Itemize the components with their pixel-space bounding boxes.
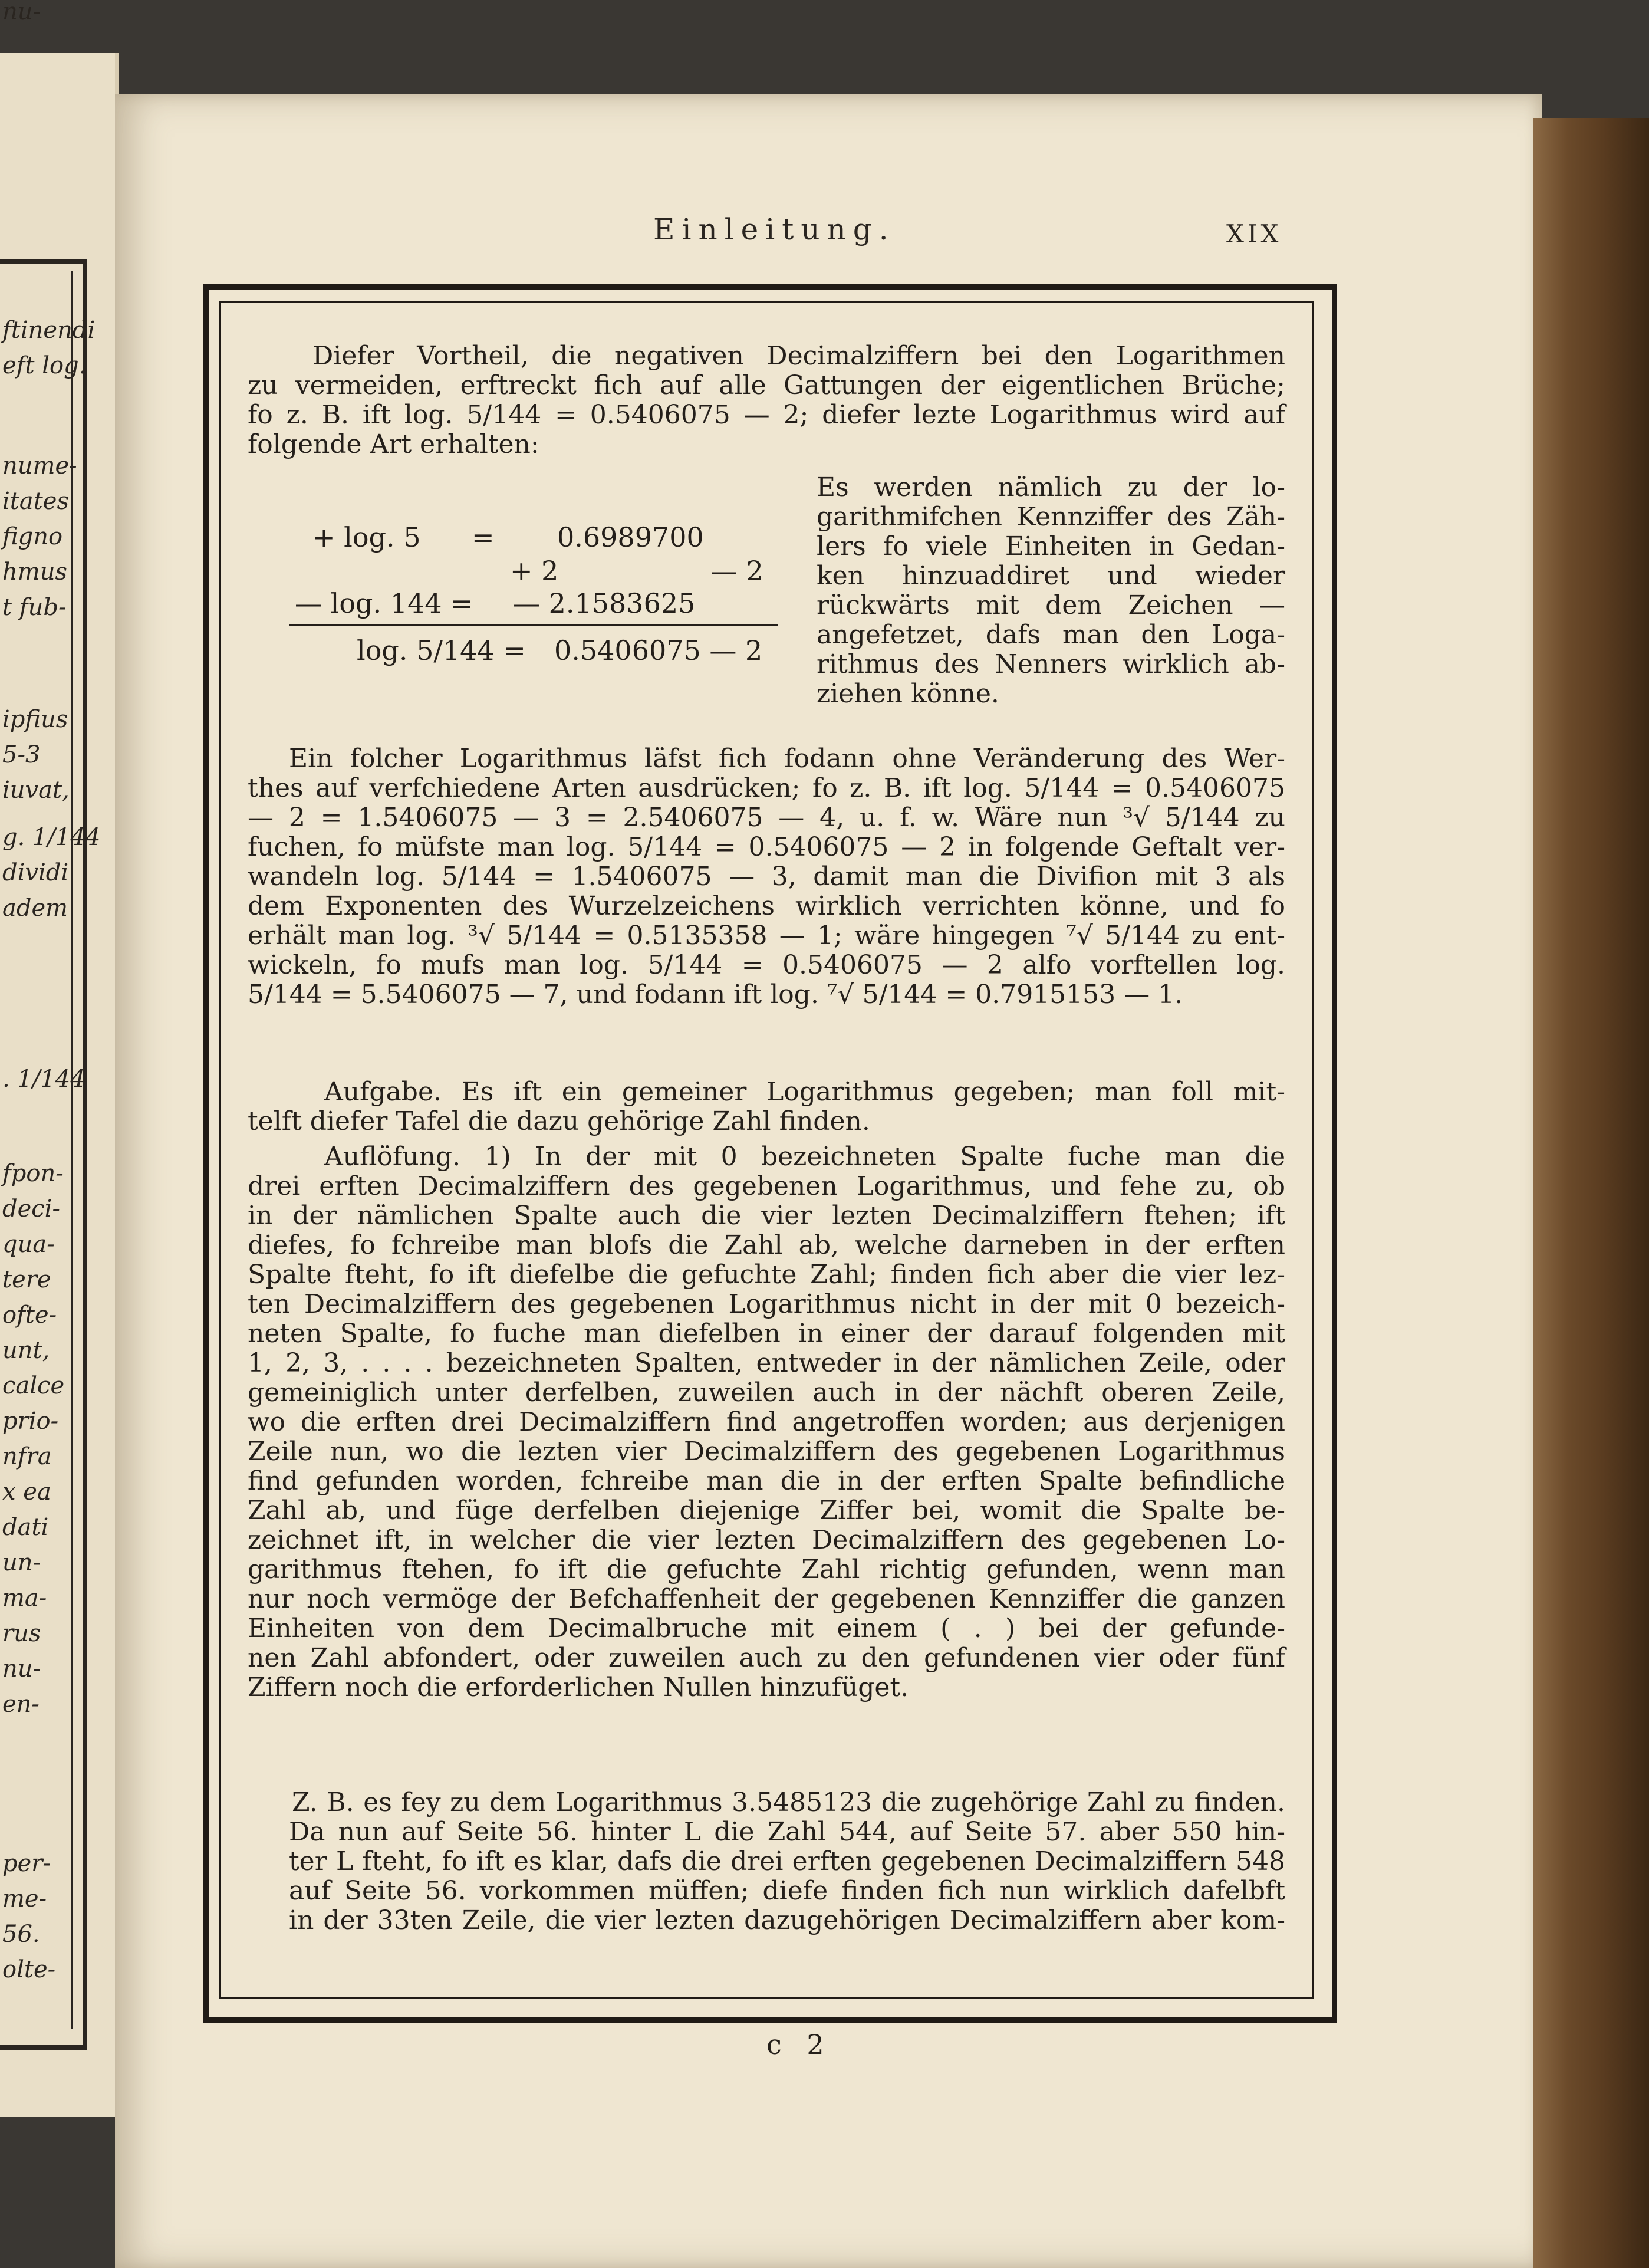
left-page-fragment-line: 5-3 [2,741,41,768]
math-row1-value: 0.6989700 [557,521,704,553]
side-text-line: ken hinzuaddiret und wieder [817,561,1285,591]
left-page-fragment-line: dati [2,1514,49,1541]
math-sum-rule [289,624,778,626]
para2-line: — 2 = 1.5406075 — 3 = 2.5406075 — 4, u. f. w. Wäre nun ³√ 5/144 zu [248,803,1285,833]
para2-line: thes auf verfchiedene Arten ausdrücken; fo z. B. ift log. 5/144 = 0.5406075 [248,773,1285,803]
para4-line: find gefunden worden, fchreibe man die in der erften Spalte befindliche [248,1466,1285,1496]
left-page-fragment-line: ma- [2,1585,47,1612]
para4-line: Zeile nun, wo die lezten vier Decimalziffern des gegebenen Logarithmus [248,1437,1285,1467]
left-page-fragment-line: adem [2,895,68,922]
left-page-fragment-line: nu- [2,1655,41,1682]
left-page-fragment-line: tere [2,1266,51,1293]
left-page-fragment-line: t fub- [2,594,67,621]
para2-line: Ein folcher Logarithmus läfst fich fodann ohne Veränderung des Wer- [289,744,1285,774]
left-page-fragment-line: un- [2,1549,41,1576]
left-page-fragment-line: nume- [2,452,77,479]
left-page-fragment-line: per- [2,1850,51,1877]
para1-line: folgende Art erhalten: [248,429,539,459]
left-page-fragment-line: nu- [2,0,41,25]
left-page-fragment-line: x ea [2,1478,51,1506]
para4-line: gemeiniglich unter derfelben, zuweilen auch in der nächft oberen Zeile, [248,1378,1285,1408]
page-number: XIX [1226,219,1282,248]
side-text-line: Es werden nämlich zu der lo- [817,472,1285,502]
para4-line: Spalte fteht, fo ift diefelbe die gefuchte Zahl; finden fich aber die vier lez- [248,1260,1285,1290]
side-text-line: ziehen könne. [817,679,999,709]
left-page-fragment-line: g. 1/144 [2,824,101,851]
left-page-fragment-line: rus [2,1620,41,1647]
math-row3-left: — log. 144 = [295,587,473,619]
para4-line: 1, 2, 3, . . . . bezeichneten Spalten, entweder in der nämlichen Zeile, oder [248,1348,1285,1378]
left-page-fragment-line: . 1/144 [2,1066,85,1093]
left-page-fragment-line: en- [2,1691,40,1718]
para5-line: Z. B. es fey zu dem Logarithmus 3.5485123 die zugehörige Zahl zu finden. [292,1787,1285,1817]
math-row4-left: log. 5/144 = [357,635,526,666]
para5-line: in der 33ten Zeile, die vier lezten dazugehörigen Decimalziffern aber kom- [289,1905,1285,1935]
para4-line: Ziffern noch die erforderlichen Nullen hinzufüget. [248,1672,909,1702]
para4-line: Zahl ab, und füge derfelben diejenige Ziffer bei, womit die Spalte be- [248,1495,1285,1526]
left-page-fragment-line: prio- [2,1408,59,1435]
left-page-fragment-line: iuvat, [2,777,70,804]
math-row3-value: — 2.1583625 [513,587,696,619]
math-row1-eq: = [472,521,495,553]
left-page-fragment-line: 56. [2,1921,40,1948]
running-head: Einleitung. [653,212,896,246]
para1-line: fo z. B. ift log. 5/144 = 0.5406075 — 2; diefer lezte Logarithmus wird auf [248,400,1285,430]
para2-line: 5/144 = 5.5406075 — 7, und fodann ift log. ⁷√ 5/144 = 0.7915153 — 1. [248,979,1183,1010]
para4-line: ten Decimalziffern des gegebenen Logarithmus nicht in der mit 0 bezeich- [248,1289,1285,1319]
left-page-fragment-line: me- [2,1885,47,1912]
para4-line: Auflöfung. 1) In der mit 0 bezeichneten Spalte fuche man die [324,1142,1285,1172]
math-row1-left: + log. 5 [312,521,421,553]
math-row2-value: + 2 [510,555,559,587]
para3-line: Aufgabe. Es ift ein gemeiner Logarithmus gegeben; man foll mit- [324,1077,1285,1107]
left-page-fragment-line: qua- [2,1231,55,1258]
para4-line: nen Zahl abfondert, oder zuweilen auch zu den gefundenen vier oder fünf [248,1643,1285,1673]
left-page-fragment-line: eft log. [2,352,87,379]
para4-line: wo die erften drei Decimalziffern find angetroffen worden; aus derjenigen [248,1407,1285,1437]
left-page-fragment-line: figno [2,523,63,550]
para2-line: dem Exponenten des Wurzelzeichens wirklich verrichten könne, und fo [248,891,1285,921]
book-edge [1533,118,1649,2268]
para4-line: in der nämlichen Spalte auch die vier lezten Decimalziffern ftehen; ift [248,1201,1285,1231]
side-text-line: rückwärts mit dem Zeichen — [817,590,1285,620]
left-page-fragment [0,0,119,2117]
signature-mark: c 2 [766,2029,832,2060]
left-page-fragment-line: ipfius [2,706,68,733]
para1-line: Diefer Vortheil, die negativen Decimalziffern bei den Logarithmen [312,341,1285,371]
para4-line: drei erften Decimalziffern des gegebenen Logarithmus, und fehe zu, ob [248,1171,1285,1201]
para2-line: wickeln, fo mufs man log. 5/144 = 0.5406075 — 2 alfo vorftellen log. [248,950,1285,980]
para4-line: zeichnet ift, in welcher die vier lezten Decimalziffern des gegebenen Lo- [248,1525,1285,1555]
para2-line: erhält man log. ³√ 5/144 = 0.5135358 — 1; wäre hingegen ⁷√ 5/144 zu ent- [248,921,1285,951]
para2-line: fuchen, fo müfste man log. 5/144 = 0.5406075 — 2 in folgende Geftalt ver- [248,832,1285,862]
left-page-fragment-line: nfra [2,1443,52,1470]
para4-line: diefes, fo fchreibe man blofs die Zahl ab, welche darneben in der erften [248,1230,1285,1260]
para4-line: Einheiten von dem Decimalbruche mit einem ( . ) bei der gefunde- [248,1613,1285,1644]
para2-line: wandeln log. 5/144 = 1.5406075 — 3, damit man die Divifion mit 3 als [248,862,1285,892]
para1-line: zu vermeiden, erftreckt fich auf alle Gattungen der eigentlichen Brüche; [248,370,1285,400]
left-page-fragment-line: dividi [2,859,69,886]
para5-line: Da nun auf Seite 56. hinter L die Zahl 544, auf Seite 57. aber 550 hin- [289,1817,1285,1847]
left-page-fragment-line: ftinendi [2,317,96,344]
left-page-fragment-line: fpon- [2,1160,64,1187]
left-page-fragment-line: unt, [2,1337,50,1364]
left-page-fragment-line: hmus [2,558,67,586]
para4-line: nur noch vermöge der Befchaffenheit der gegebenen Kennziffer die ganzen [248,1584,1285,1614]
side-text-line: lers fo viele Einheiten in Gedan- [817,531,1285,561]
left-page-fragment-line: ofte- [2,1301,57,1329]
left-page-fragment-line: calce [2,1372,65,1399]
left-page-fragment-line: olte- [2,1956,56,1983]
para4-line: neten Spalte, fo fuche man diefelben in einer der darauf folgenden mit [248,1319,1285,1349]
math-row4-value: 0.5406075 — 2 [554,635,763,666]
side-text-line: garithmifchen Kennziffer des Zäh- [817,502,1285,532]
left-page-fragment-line: deci- [2,1195,60,1222]
para5-line: ter L fteht, fo ift es klar, dafs die drei erften gegebenen Decimalziffern 548 [289,1846,1285,1876]
math-row2-right: — 2 [710,555,763,587]
side-text-line: rithmus des Nenners wirklich ab- [817,649,1285,679]
left-page-fragment-line: itates [2,488,69,515]
side-text-line: angefetzet, dafs man den Loga- [817,620,1285,650]
para4-line: garithmus ftehen, fo ift die gefuchte Zahl richtig gefunden, wenn man [248,1554,1285,1585]
para5-line: auf Seite 56. vorkommen müffen; diefe finden fich nun wirklich dafelbft [289,1876,1285,1906]
para3-line: telft diefer Tafel die dazu gehörige Zahl finden. [248,1106,870,1136]
